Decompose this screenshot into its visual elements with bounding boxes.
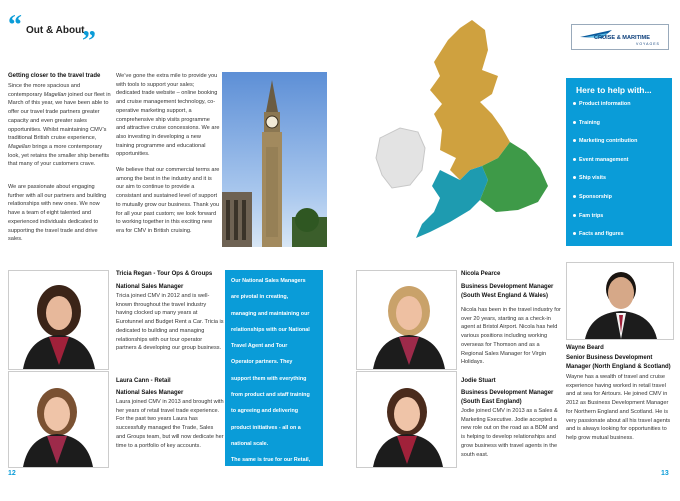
person-bio: Wayne has a wealth of travel and cruise experience having worked in retail travel and at sea for Airtours. He joined CMV in 2012 as Business Development Manager for Northern England and Scotland. He is very passionate about all his travel agents and is always looking for opportunities to help grow mutual business. bbox=[566, 374, 671, 441]
person-name: Nicola Pearce bbox=[461, 271, 501, 277]
big-ben-photo bbox=[222, 72, 327, 247]
person-bio: Laura joined CMV in 2013 and brought with her years of retail travel trade experience. For the past two years Laura has successfully managed the Trade, Sales and Groups team, but will now dedicate her time to a portfolio of key accounts. bbox=[116, 399, 224, 449]
help-title: Here to help with... bbox=[576, 85, 652, 95]
quote-close-mark: ” bbox=[82, 26, 96, 57]
person-title: National Sales Manager bbox=[116, 390, 184, 396]
person-name: Jodie Stuart bbox=[461, 378, 496, 384]
portrait-woman-icon bbox=[357, 271, 456, 369]
help-box bbox=[566, 78, 672, 256]
person-title: Business Development Manager (South West England & Wales) bbox=[461, 284, 554, 299]
page-number-left: 12 bbox=[8, 470, 16, 477]
callout-line: product initiatives - all on a bbox=[231, 424, 301, 431]
help-item: Facts and figures bbox=[573, 225, 637, 244]
portrait-woman-icon bbox=[9, 372, 108, 467]
photo-jodie bbox=[356, 371, 457, 468]
photo-nicola bbox=[356, 270, 457, 370]
article-heading: Getting closer to the travel trade bbox=[8, 73, 101, 79]
bullet-icon bbox=[573, 158, 576, 161]
uk-map bbox=[370, 10, 560, 250]
bullet-icon bbox=[573, 214, 576, 217]
callout-line: The same is true for our Retail, bbox=[231, 457, 311, 464]
callout-line: from product and staff training bbox=[231, 392, 310, 399]
callout-line: Operator partners. They bbox=[231, 359, 293, 366]
help-item: Fam trips bbox=[573, 207, 637, 226]
bullet-icon bbox=[573, 251, 576, 254]
map-southwest-region bbox=[416, 166, 488, 238]
person-title: National Sales Manager bbox=[116, 284, 184, 290]
big-ben-illustration bbox=[222, 72, 327, 247]
person-name: Tricia Regan - Tour Ops & Groups bbox=[116, 271, 213, 277]
person-title: Senior Business Development Manager (North England & Scotland) bbox=[566, 355, 671, 370]
photo-laura bbox=[8, 371, 109, 468]
callout-line: managing and maintaining our bbox=[231, 310, 310, 317]
bullet-icon bbox=[573, 102, 576, 105]
help-list bbox=[573, 95, 637, 262]
callout-line: national scale. bbox=[231, 440, 269, 447]
article-col2b: We believe that our commercial terms are among the best in the industry and it is our aim to continue to provide a consistant and sustained level of support to mutually grow our business. Thank you for all your past custom; we look forward to working together in this exciting new era for CMV in British cruising. bbox=[116, 167, 220, 234]
bullet-icon bbox=[573, 232, 576, 235]
person-name: Wayne Beard bbox=[566, 345, 604, 351]
portrait-woman-icon bbox=[9, 271, 108, 369]
photo-wayne bbox=[566, 262, 674, 340]
help-item: Event management bbox=[573, 151, 637, 170]
brand-name: CRUISE & MARITIME bbox=[594, 35, 650, 41]
article-col2a: We’ve gone the extra mile to provide you with tools to support your sales; dedicated trade website – online booking and cruise management technology, co-operative marketing support, a comprehensive ship visits programme and attractive cruise concessions. We are also investing in developing a new training programme and educational opportunities. bbox=[116, 73, 220, 158]
callout-line: relationships with our National bbox=[231, 326, 310, 333]
bullet-icon bbox=[573, 195, 576, 198]
callout-line: are pivotal in creating, bbox=[231, 294, 289, 301]
article-col1: Since the more spacious and contemporary Magellan joined our fleet in March of this year, we have been able to offer our travel trade partners greater capacity and even greater sales opportunities. Whilst maintaining CMV’s traditional British cruise experience, Magellan brings a more contemporary look, yet retains the smaller ship benefits that many of your customers crave. bbox=[8, 83, 111, 168]
brand-logo bbox=[571, 24, 669, 50]
portrait-woman-icon bbox=[357, 372, 456, 467]
callout-line: Agency partners. bbox=[231, 489, 276, 496]
person-title: Business Development Manager (South East England) bbox=[461, 390, 554, 405]
help-item: Store visits bbox=[573, 244, 637, 263]
help-item: Product information bbox=[573, 95, 637, 114]
bullet-icon bbox=[573, 121, 576, 124]
quote-open-mark: “ bbox=[8, 10, 22, 41]
help-item: Ship visits bbox=[573, 169, 637, 188]
person-bio: Tricia joined CMV in 2012 and is well-known throughout the travel industry having clocked up many years at Eurotunnel and Budget Rent a Car. Tricia is dedicated to building and managing relationships with our tour operator partners & developing our group business. bbox=[116, 293, 224, 352]
bullet-icon bbox=[573, 139, 576, 142]
callout-line: to agreeing and delivering bbox=[231, 408, 299, 415]
callout-line: Travel Agent and Tour bbox=[231, 343, 288, 350]
map-north-region bbox=[430, 20, 510, 180]
article-col1b: We are passionate about engaging further with all our partners and building relationships with new ones. We now have a team of eight talented and experienced individuals dedicated to supporting the travel trade and drive sales. bbox=[8, 184, 107, 243]
callout-line: promotional and General Sales bbox=[231, 473, 311, 480]
help-item: Marketing contribution bbox=[573, 132, 637, 151]
callout-line: support them with everything bbox=[231, 375, 307, 382]
help-item: Training bbox=[573, 114, 637, 133]
callout-line: Our National Sales Managers bbox=[231, 278, 306, 284]
person-bio: Jodie joined CMV in 2013 as a Sales & Marketing Executive. Jodie accepted a new role out on the road as a BDM and is helping to develop relationships and grow business with travel agents in the south east. bbox=[461, 408, 559, 458]
sales-managers-callout bbox=[225, 270, 323, 496]
photo-tricia bbox=[8, 270, 109, 370]
portrait-man-icon bbox=[567, 263, 673, 339]
brand-sub: VOYAGES bbox=[636, 42, 660, 46]
page-number-right: 13 bbox=[661, 470, 669, 477]
section-title: Out & About bbox=[26, 25, 85, 36]
person-name: Laura Cann - Retail bbox=[116, 378, 171, 384]
help-item: Sponsorship bbox=[573, 188, 637, 207]
uk-map-illustration bbox=[370, 10, 560, 250]
map-ireland bbox=[376, 128, 425, 188]
person-bio: Nicola has been in the travel industry for over 20 years, starting as a check-in agent at Bristol Airport. Nicola has held various positions including working overseas for Thomson and as a Regional Sales Manager for Virgin Holidays. bbox=[461, 307, 561, 366]
bullet-icon bbox=[573, 176, 576, 179]
